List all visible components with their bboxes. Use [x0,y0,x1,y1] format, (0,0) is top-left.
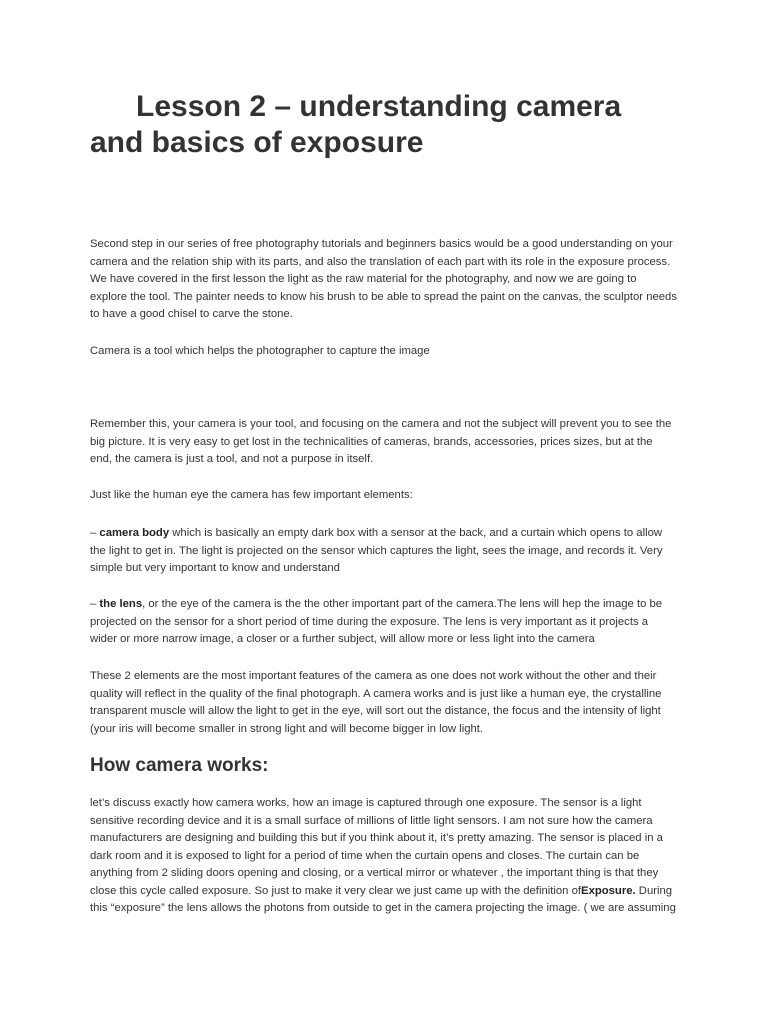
paragraph-line: We have covered in the first lesson the light as the raw material for the photography, and now we are going to [90,273,637,285]
intro-paragraph [90,236,677,324]
paragraph-line: big picture. It is very easy to get lost in the technicalities of cameras, brands, accessories, prices sizes, but at the [90,435,653,448]
exposure-paragraph [90,795,676,918]
paragraph-line: explore the tool. The painter needs to know his brush to be able to spread the paint on the canvas, the sculptor needs [90,290,677,303]
page-title [90,89,621,161]
camera-body-item [90,525,663,578]
term-description: which is basically an empty dark box with a sensor at the back, and a curtain which opens to allow [169,527,663,539]
paragraph-line: sensitive recording device and it is a small surface of millions of little light sensors. I am not sure how the camera [90,814,653,827]
line-text: During [635,884,673,897]
paragraph-line: anything from 2 sliding doors opening and closing, or a vertical mirror or whatever , the important thing is that they [90,867,659,879]
paragraph-line [90,525,663,543]
paragraph-line: These 2 elements are the most important features of the camera as one does not work without the other and their [90,670,657,682]
paragraph-line [90,883,676,901]
title-line: and basics of exposure [90,126,424,159]
paragraph-line: transparent muscle will allow the light to get in the eye, will sort out the distance, the focus and the intensity of light [90,705,661,717]
paragraph-line [90,596,662,614]
paragraph-line: (your iris will become smaller in strong light and will become bigger in low light. [90,722,484,735]
paragraph-line: projected on the sensor for a short period of time during the exposure. The lens is very important as it projects a [90,615,649,628]
lens-item [90,596,662,649]
paragraph-line: simple but very important to know and understand [90,562,340,574]
paragraph-line: Second step in our series of free photography tutorials and beginners basics would be a good understanding on your [90,238,673,250]
paragraph-line: Just like the human eye the camera has few important elements: [90,489,413,501]
paragraph-line: camera and the relation ship with its parts, and also the translation of each part with its role in the exposure process. [90,255,671,268]
list-dash: – [90,598,100,610]
reminder-paragraph [90,416,671,469]
paragraph-line: Remember this, your camera is your tool, and focusing on the camera and not the subject will prevent you to see the [90,418,672,430]
paragraph-line: quality will reflect in the quality of the final photograph. A camera works and is just like a human eye, the crystalline [90,687,662,700]
elements-intro-paragraph [90,487,413,505]
paragraph-line: end, the camera is just a tool, and not a purpose in itself. [90,453,374,465]
paragraph-line: to have a good chisel to carve the stone. [90,308,293,320]
term-description: , or the eye of the camera is the the other important part of the camera.The lens will hep the image to be [142,598,663,610]
camera-definition-paragraph [90,343,430,361]
paragraph-line: manufacturers are designing and building this but if you think about it, it’s pretty amazing. The sensor is placed in a [90,832,663,844]
paragraph-line: this “exposure” the lens allows the photons from outside to get in the camera projecting the image. ( we are assuming [90,902,676,914]
paragraph-line: the light to get in. The light is projected on the sensor which captures the light, sees the image, and records it. Very [90,544,663,557]
paragraph-line: let’s discuss exactly how camera works, how an image is captured through one exposure. The sensor is a light [90,797,642,809]
term-the-lens: the lens [99,598,143,610]
term-exposure: Exposure. [581,884,636,897]
elements-summary-paragraph [90,668,661,738]
list-dash: – [90,527,100,539]
title-line: Lesson 2 – understanding camera [136,90,622,123]
paragraph-line: wider or more narrow image, a closer or a further subject, will allow more or less light into the camera [90,633,595,645]
line-text: close this cycle called exposure. So just to make it very clear we just came up with the definition of [90,884,582,897]
section-heading: How camera works: [90,755,269,776]
paragraph-line: dark room and it is exposed to light for a period of time when the curtain opens and closes. The curtain can be [90,849,640,862]
paragraph-line: Camera is a tool which helps the photographer to capture the image [90,345,430,357]
term-camera-body: camera body [99,527,170,539]
